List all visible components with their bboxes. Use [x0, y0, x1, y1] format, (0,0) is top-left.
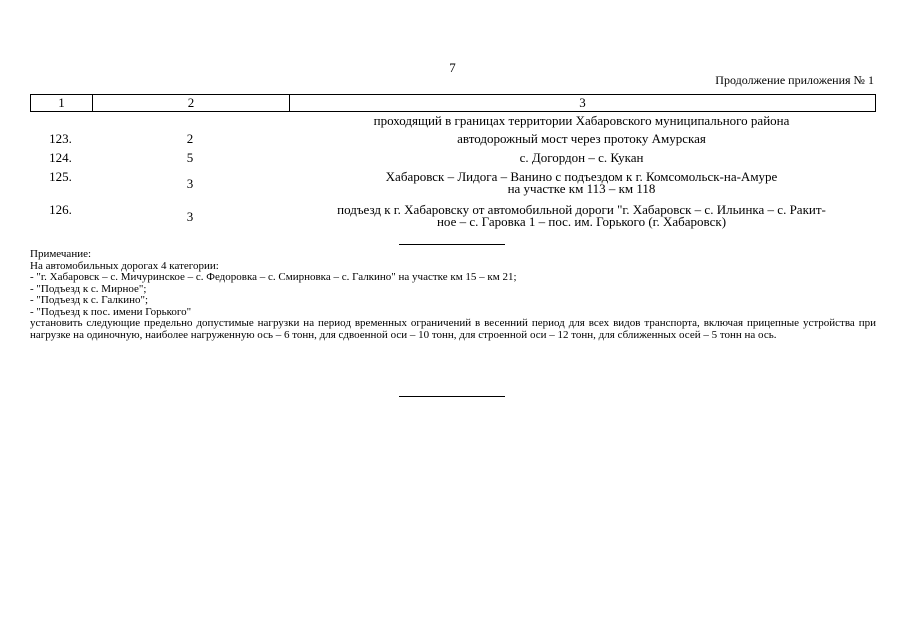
row-number: 125. [49, 169, 72, 184]
note-road-item: - "Подъезд к с. Галкино"; [30, 294, 149, 306]
note-intro: На автомобильных дорогах 4 категории: [30, 259, 219, 272]
page-number: 7 [449, 60, 456, 75]
separator-line [399, 244, 505, 245]
carryover-row [30, 114, 876, 127]
carryover-text: проходящий в границах территории Хабаровского муниципального района [373, 113, 790, 128]
header-col-3: 3 [579, 95, 586, 110]
row-description-line-1: подъезд к г. Хабаровску от автомобильной дороги "г. Хабаровск – с. Ильинка – с. Ракит- [337, 202, 826, 217]
roads-table [30, 94, 876, 229]
row-category: 2 [186, 131, 194, 146]
note-title: Примечание: [30, 248, 92, 260]
row-number: 124. [49, 150, 72, 165]
table-header-row [30, 94, 876, 112]
note-block [30, 249, 876, 341]
note-road-item: - "Подъезд к с. Мирное"; [30, 282, 147, 295]
note-road-item: - "г. Хабаровск – с. Мичуринское – с. Федоровка – с. Смирновка – с. Галкино" на участке км 15 – км 21; [30, 271, 517, 283]
note-body: установить следующие предельно допустимые нагрузки на период временных ограничений в весенний период для всех видов транспорта, включая прицепные устройства при нагрузке на одиночную, наиболее нагруженную ось – 6 тонн, для сдвоенной оси – 10 тонн, для строенной оси – 12 тонн, для сближенных осей – 5 тонн на ось. [30, 317, 876, 341]
separator-line [399, 396, 505, 397]
row-category: 5 [186, 150, 194, 165]
table-row [30, 170, 876, 198]
header-col-1: 1 [31, 95, 93, 111]
row-description-line-1: Хабаровск – Лидога – Ванино с подъездом к г. Комсомольск-на-Амуре [385, 169, 778, 184]
continuation-label: Продолжение приложения № 1 [715, 73, 874, 87]
row-description-line-2: на участке км 113 – км 118 [507, 181, 656, 196]
table-row [30, 203, 876, 231]
table-row [30, 132, 876, 146]
note-road-item: - "Подъезд к пос. имени Горького" [30, 305, 192, 318]
row-description-line-2: ное – с. Гаровка 1 – пос. им. Горького (г. Хабаровск) [436, 214, 727, 229]
row-category: 3 [186, 176, 194, 191]
row-number: 126. [49, 202, 72, 217]
table-row [30, 151, 876, 165]
row-description: автодорожный мост через протоку Амурская [457, 131, 706, 146]
row-description: с. Догордон – с. Кукан [519, 150, 644, 165]
row-category: 3 [186, 209, 194, 224]
row-number: 123. [49, 131, 72, 146]
header-col-2: 2 [93, 95, 290, 111]
